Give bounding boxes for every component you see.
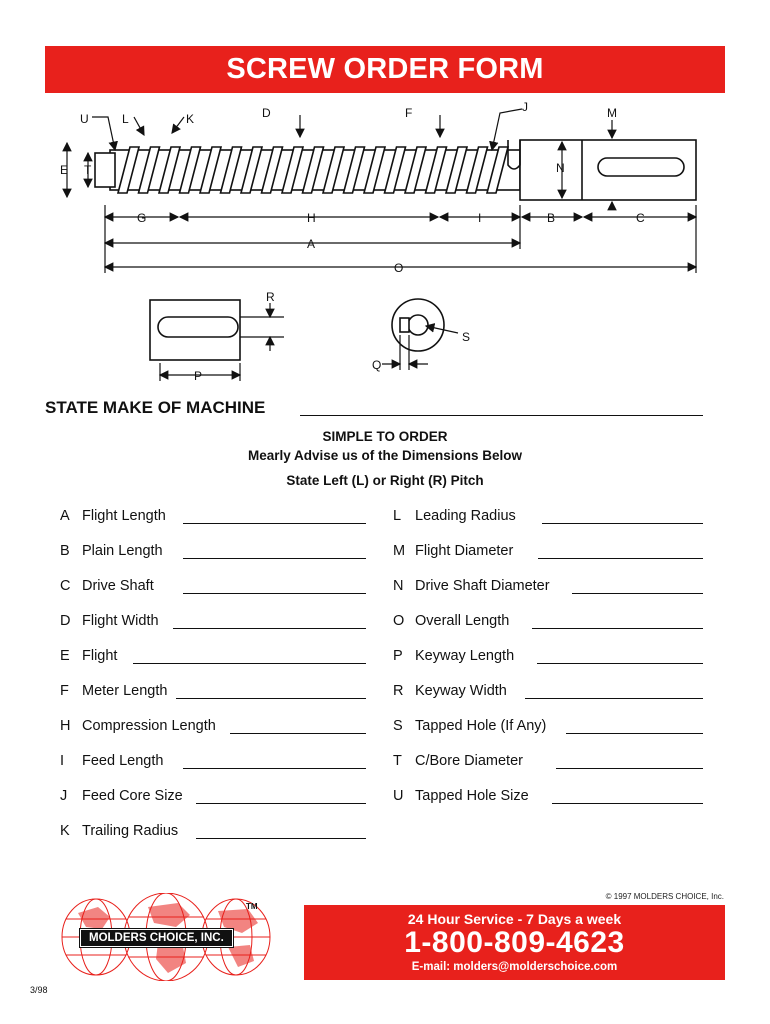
field-letter: E bbox=[60, 648, 70, 664]
field-letter: H bbox=[60, 718, 71, 734]
machine-make-input[interactable] bbox=[300, 415, 703, 416]
field-label: Feed Length bbox=[82, 753, 164, 769]
form-title: SCREW ORDER FORM bbox=[45, 46, 725, 93]
field-input-line[interactable] bbox=[176, 698, 366, 699]
field-label: Trailing Radius bbox=[82, 823, 179, 839]
label-l: L bbox=[122, 112, 129, 126]
trademark: TM bbox=[246, 902, 258, 911]
label-t: T bbox=[84, 163, 92, 177]
label-s: S bbox=[462, 330, 471, 344]
field-letter: T bbox=[393, 753, 402, 769]
field-r bbox=[393, 683, 507, 699]
field-input-line[interactable] bbox=[183, 768, 366, 769]
field-label: Feed Core Size bbox=[82, 788, 183, 804]
field-label: Flight Width bbox=[82, 613, 159, 629]
label-h: H bbox=[307, 211, 316, 225]
field-input-line[interactable] bbox=[230, 733, 366, 734]
field-u bbox=[393, 788, 529, 804]
field-input-line[interactable] bbox=[556, 768, 703, 769]
field-letter: D bbox=[60, 613, 71, 629]
field-letter: I bbox=[60, 753, 65, 769]
label-m: M bbox=[607, 106, 617, 120]
field-letter: C bbox=[60, 578, 71, 594]
field-label: Overall Length bbox=[415, 613, 510, 629]
label-k: K bbox=[186, 112, 195, 126]
field-input-line[interactable] bbox=[532, 628, 703, 629]
machine-make-label: STATE MAKE OF MACHINE bbox=[45, 398, 266, 417]
pitch-instruction: State Left (L) or Right (R) Pitch bbox=[286, 473, 484, 488]
field-input-line[interactable] bbox=[572, 593, 703, 594]
screw-diagram bbox=[0, 95, 770, 385]
field-label: Flight bbox=[82, 648, 118, 664]
label-g: G bbox=[137, 211, 147, 225]
field-label: Tapped Hole Size bbox=[415, 788, 529, 804]
field-input-line[interactable] bbox=[173, 628, 366, 629]
field-o bbox=[393, 613, 509, 629]
field-input-line[interactable] bbox=[183, 523, 366, 524]
field-letter: U bbox=[393, 788, 404, 804]
field-label: Leading Radius bbox=[415, 508, 516, 524]
field-t bbox=[393, 753, 523, 769]
field-label: Plain Length bbox=[82, 543, 163, 559]
field-letter: R bbox=[393, 683, 404, 699]
label-b: B bbox=[547, 211, 556, 225]
instructions bbox=[0, 427, 770, 465]
field-input-line[interactable] bbox=[196, 803, 366, 804]
field-j bbox=[60, 788, 183, 804]
field-input-line[interactable] bbox=[525, 698, 703, 699]
field-c bbox=[60, 578, 154, 594]
label-i: I bbox=[478, 211, 482, 225]
field-p bbox=[393, 648, 514, 664]
field-input-line[interactable] bbox=[133, 663, 366, 664]
label-o: O bbox=[394, 261, 404, 275]
label-q: Q bbox=[372, 358, 382, 372]
field-letter: M bbox=[393, 543, 406, 559]
label-u: U bbox=[80, 112, 89, 126]
field-label: Meter Length bbox=[82, 683, 168, 699]
field-input-line[interactable] bbox=[196, 838, 366, 839]
field-letter: K bbox=[60, 823, 70, 839]
copyright: © 1997 MOLDERS CHOICE, Inc. bbox=[605, 892, 724, 901]
label-e: E bbox=[60, 163, 69, 177]
field-m bbox=[393, 543, 513, 559]
service-hours: 24 Hour Service - 7 Days a week bbox=[407, 911, 622, 927]
service-banner bbox=[304, 905, 725, 980]
field-letter: J bbox=[60, 788, 68, 804]
field-letter: O bbox=[393, 613, 405, 629]
field-s bbox=[393, 718, 546, 734]
field-letter: L bbox=[393, 508, 402, 524]
field-label: Drive Shaft Diameter bbox=[415, 578, 550, 594]
field-input-line[interactable] bbox=[538, 558, 703, 559]
field-label: Tapped Hole (If Any) bbox=[415, 718, 547, 734]
field-input-line[interactable] bbox=[183, 593, 366, 594]
label-c: C bbox=[636, 211, 645, 225]
label-d: D bbox=[262, 106, 271, 120]
email-link[interactable]: E-mail: molders@molderschoice.com bbox=[411, 961, 618, 973]
field-b bbox=[60, 543, 163, 559]
field-letter: A bbox=[60, 508, 70, 524]
field-label: Flight Length bbox=[82, 508, 166, 524]
field-e bbox=[60, 648, 117, 664]
field-input-line[interactable] bbox=[183, 558, 366, 559]
field-k bbox=[60, 823, 178, 839]
field-label: Keyway Width bbox=[415, 683, 507, 699]
field-n bbox=[393, 578, 550, 594]
field-input-line[interactable] bbox=[552, 803, 703, 804]
field-label: Drive Shaft bbox=[82, 578, 154, 594]
phone-number[interactable]: 1-800-809-4623 bbox=[404, 926, 625, 959]
field-letter: B bbox=[60, 543, 70, 559]
field-l bbox=[393, 508, 516, 524]
field-d bbox=[60, 613, 159, 629]
field-label: Compression Length bbox=[82, 718, 216, 734]
field-letter: F bbox=[60, 683, 69, 699]
field-input-line[interactable] bbox=[537, 663, 703, 664]
label-a: A bbox=[307, 237, 316, 251]
label-n: N bbox=[556, 161, 565, 175]
field-label: Flight Diameter bbox=[415, 543, 514, 559]
field-h bbox=[60, 718, 216, 734]
label-f: F bbox=[405, 106, 413, 120]
label-j: J bbox=[522, 100, 528, 114]
form-date: 3/98 bbox=[30, 985, 48, 995]
field-letter: P bbox=[393, 648, 403, 664]
label-r: R bbox=[266, 290, 275, 304]
field-letter: S bbox=[393, 718, 403, 734]
instructions-subtitle: Mearly Advise us of the Dimensions Below bbox=[247, 448, 523, 463]
field-letter: N bbox=[393, 578, 404, 594]
field-input-line[interactable] bbox=[566, 733, 703, 734]
field-input-line[interactable] bbox=[542, 523, 703, 524]
instructions-title: SIMPLE TO ORDER bbox=[322, 429, 448, 444]
field-label: C/Bore Diameter bbox=[415, 753, 523, 769]
field-f bbox=[60, 683, 167, 699]
label-p: P bbox=[194, 369, 203, 383]
field-label: Keyway Length bbox=[415, 648, 515, 664]
field-i bbox=[60, 753, 163, 769]
field-a bbox=[60, 508, 166, 524]
company-name: MOLDERS CHOICE, INC. bbox=[80, 929, 233, 947]
